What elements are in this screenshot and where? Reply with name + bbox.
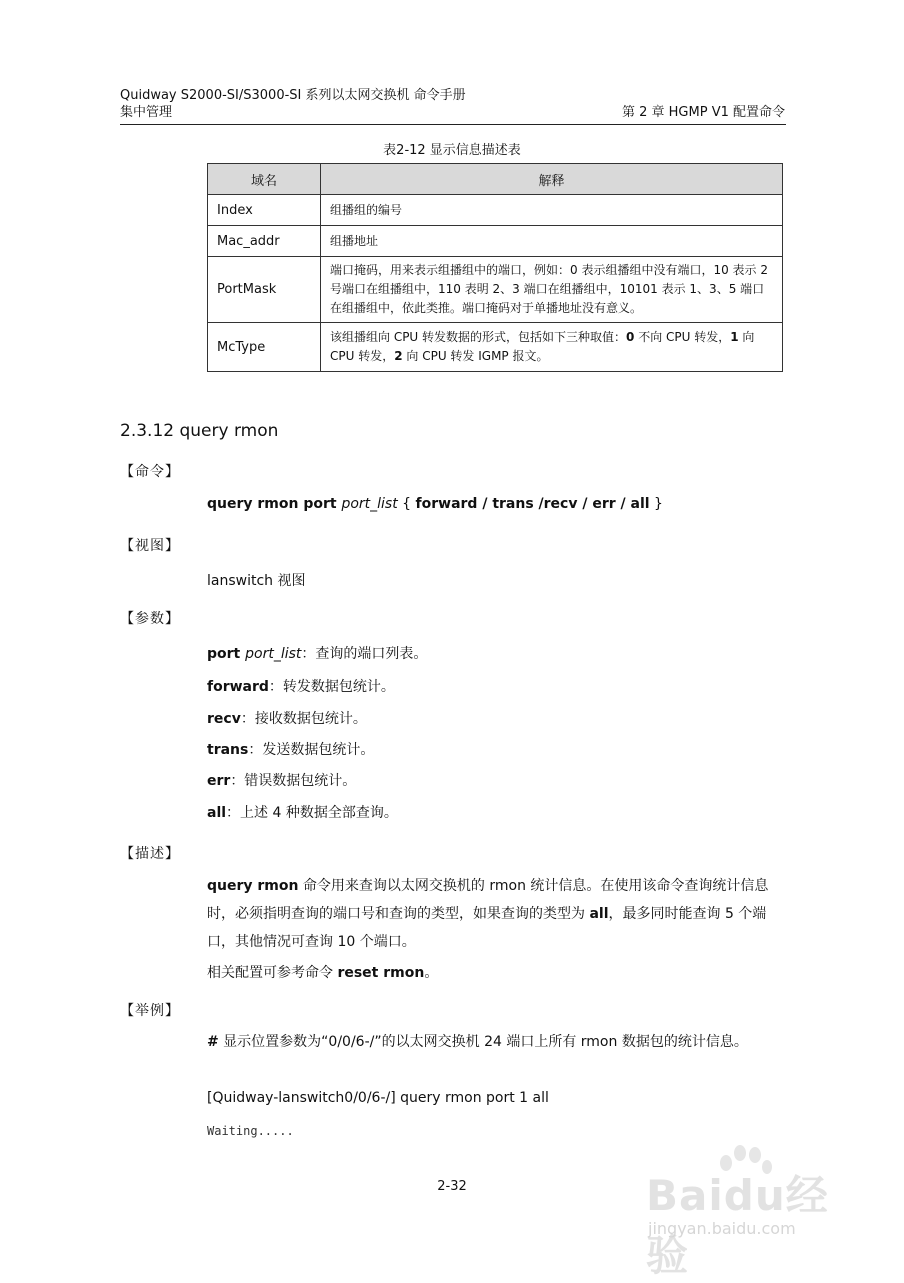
label-params: 【参数】 xyxy=(120,611,180,627)
label-example: 【举例】 xyxy=(120,1003,180,1019)
info-table xyxy=(207,163,783,372)
baidu-watermark xyxy=(636,1143,856,1280)
command-syntax: query rmon port port_list { forward / trans /recv / err / all } xyxy=(207,496,663,512)
table-row xyxy=(208,323,783,372)
table-cell-field: Mac_addr xyxy=(208,226,321,257)
doc-header-subtitle xyxy=(120,104,785,121)
table-cell-field: McType xyxy=(208,323,321,372)
section-title: 2.3.12 query rmon xyxy=(120,421,279,441)
param-recv: recv：接收数据包统计。 xyxy=(207,711,367,727)
table-row xyxy=(208,226,783,257)
watermark-text: Baidu经验 xyxy=(646,1171,829,1280)
param-all: all：上述 4 种数据全部查询。 xyxy=(207,805,398,821)
table-row xyxy=(208,195,783,226)
table-caption: 表2-12 显示信息描述表 xyxy=(383,143,521,158)
param-trans: trans：发送数据包统计。 xyxy=(207,742,375,758)
param-forward: forward：转发数据包统计。 xyxy=(207,679,395,695)
label-command: 【命令】 xyxy=(120,464,180,480)
table-cell-field: PortMask xyxy=(208,257,321,323)
example-output: Waiting..... xyxy=(207,1124,294,1138)
table-header-row xyxy=(208,164,783,195)
table-cell-desc: 端口掩码，用来表示组播组中的端口，例如：0 表示组播组中没有端口，10 表示 2 号端口在组播组中，110 表明 2、3 端口在组播组中，10101 表示 1、3、5 端口在组播组中，依此类推。端口掩码对于单播地址没有意义。 xyxy=(321,257,783,323)
table-row xyxy=(208,257,783,323)
param-err: err：错误数据包统计。 xyxy=(207,773,357,789)
doc-header-title xyxy=(120,87,785,104)
header-chapter-left: 集中管理 xyxy=(120,105,173,120)
param-port: port port_list：查询的端口列表。 xyxy=(207,646,428,662)
table-cell-desc: 该组播组向 CPU 转发数据的形式，包括如下三种取值：0 不向 CPU 转发，1 向 CPU 转发，2 向 CPU 转发 IGMP 报文。 xyxy=(321,323,783,372)
table-cell-desc: 组播组的编号 xyxy=(321,195,783,226)
desc-related: 相关配置可参考命令 reset rmon。 xyxy=(207,965,439,981)
view-text: lanswitch 视图 xyxy=(207,573,306,589)
column-header-field: 域名 xyxy=(208,164,321,195)
label-view: 【视图】 xyxy=(120,538,180,554)
watermark-url: jingyan.baidu.com xyxy=(648,1219,796,1238)
header-divider xyxy=(120,124,786,125)
desc-paragraph: query rmon 命令用来查询以太网交换机的 rmon 统计信息。在使用该命令查询统计信息时，必须指明查询的端口号和查询的类型，如果查询的类型为 all，最多同时能查询 5 个端口，其他情况可查询 10 个端口。 xyxy=(207,878,769,950)
example-command: [Quidway-lanswitch0/0/6-/] query rmon port 1 all xyxy=(207,1090,549,1106)
header-chapter-right: 第 2 章 HGMP V1 配置命令 xyxy=(621,105,785,120)
header-product: Quidway S2000-SI/S3000-SI 系列以太网交换机 命令手册 xyxy=(120,88,466,103)
table-cell-field: Index xyxy=(208,195,321,226)
table-cell-desc: 组播地址 xyxy=(321,226,783,257)
column-header-desc: 解释 xyxy=(321,164,783,195)
example-comment: # 显示位置参数为“0/0/6-/”的以太网交换机 24 端口上所有 rmon 数据包的统计信息。 xyxy=(207,1034,748,1050)
label-desc: 【描述】 xyxy=(120,846,180,862)
page-number: 2-32 xyxy=(437,1179,467,1194)
